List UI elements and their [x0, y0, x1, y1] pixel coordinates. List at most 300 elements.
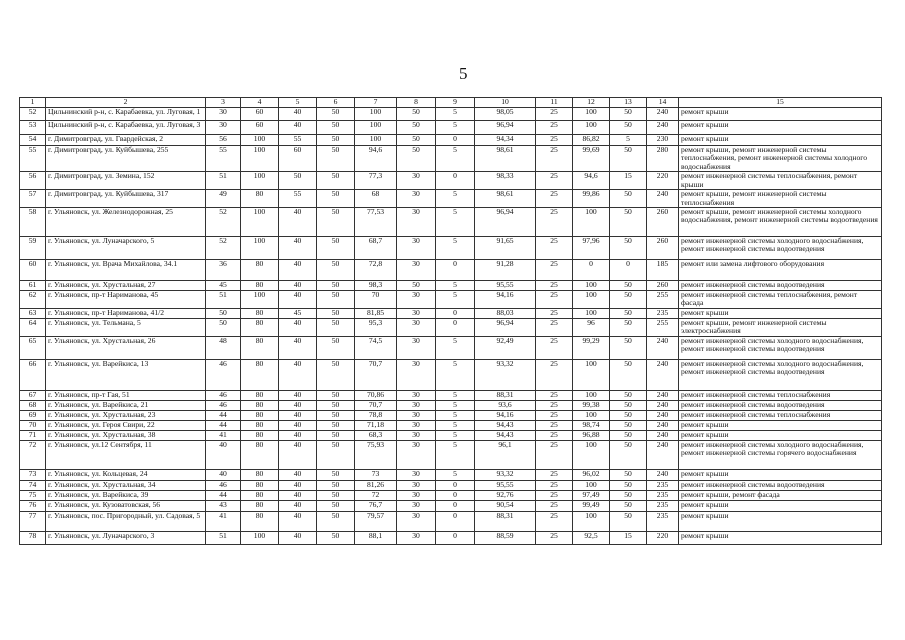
- value-cell: 50: [317, 480, 355, 490]
- work-type-cell: ремонт крыши, ремонт инженерной системы теплоснабжения, ремонт инженерной системы холодного водоснабжения: [679, 146, 882, 172]
- value-cell: 97,49: [573, 490, 610, 500]
- table-row: [20, 390, 882, 400]
- value-cell: 100: [573, 440, 610, 469]
- table-row: [20, 420, 882, 430]
- value-cell: 40: [279, 531, 317, 544]
- value-cell: 74,5: [355, 336, 397, 359]
- value-cell: 25: [536, 336, 573, 359]
- value-cell: 90,54: [475, 500, 536, 511]
- value-cell: 40: [279, 281, 317, 291]
- row-number-cell: 64: [20, 318, 46, 336]
- table-row: [20, 359, 882, 390]
- value-cell: 46: [206, 359, 241, 390]
- value-cell: 240: [647, 108, 679, 121]
- value-cell: 50: [317, 490, 355, 500]
- work-type-cell: ремонт крыши: [679, 469, 882, 480]
- value-cell: 50: [610, 430, 647, 440]
- value-cell: 77,3: [355, 172, 397, 190]
- column-header: 14: [647, 98, 679, 108]
- address-cell: г. Ульяновск, ул. Варейкиса, 39: [46, 490, 206, 500]
- value-cell: 93,32: [475, 469, 536, 480]
- value-cell: 25: [536, 208, 573, 237]
- value-cell: 30: [397, 359, 436, 390]
- value-cell: 230: [647, 135, 679, 146]
- value-cell: 100: [573, 359, 610, 390]
- value-cell: 0: [436, 135, 475, 146]
- row-number-cell: 55: [20, 146, 46, 172]
- value-cell: 50: [610, 237, 647, 260]
- table-row: [20, 480, 882, 490]
- value-cell: 80: [241, 390, 279, 400]
- value-cell: 25: [536, 500, 573, 511]
- table-row: [20, 531, 882, 544]
- value-cell: 50: [610, 440, 647, 469]
- value-cell: 80: [241, 420, 279, 430]
- row-number-cell: 77: [20, 511, 46, 531]
- value-cell: 96,02: [573, 469, 610, 480]
- value-cell: 70,7: [355, 400, 397, 410]
- value-cell: 100: [241, 172, 279, 190]
- value-cell: 25: [536, 237, 573, 260]
- value-cell: 75,93: [355, 440, 397, 469]
- value-cell: 41: [206, 430, 241, 440]
- value-cell: 99,29: [573, 336, 610, 359]
- address-cell: г. Ульяновск, пос. Пригородный, ул. Садовая, 5: [46, 511, 206, 531]
- value-cell: 50: [610, 318, 647, 336]
- value-cell: 185: [647, 260, 679, 281]
- value-cell: 220: [647, 172, 679, 190]
- value-cell: 92,49: [475, 336, 536, 359]
- value-cell: 91,28: [475, 260, 536, 281]
- value-cell: 49: [206, 190, 241, 208]
- value-cell: 0: [436, 500, 475, 511]
- value-cell: 30: [397, 172, 436, 190]
- value-cell: 68,7: [355, 237, 397, 260]
- address-cell: г. Ульяновск, ул. Кузоватовская, 56: [46, 500, 206, 511]
- value-cell: 5: [436, 208, 475, 237]
- value-cell: 80: [241, 440, 279, 469]
- work-type-cell: ремонт инженерной системы холодного водоснабжения, ремонт инженерной системы водоотведения: [679, 237, 882, 260]
- value-cell: 30: [206, 121, 241, 135]
- value-cell: 50: [317, 121, 355, 135]
- value-cell: 30: [397, 511, 436, 531]
- value-cell: 50: [317, 469, 355, 480]
- value-cell: 0: [436, 318, 475, 336]
- value-cell: 235: [647, 308, 679, 318]
- value-cell: 240: [647, 190, 679, 208]
- value-cell: 0: [610, 260, 647, 281]
- value-cell: 98,33: [475, 172, 536, 190]
- value-cell: 235: [647, 480, 679, 490]
- work-type-cell: ремонт инженерной системы теплоснабжения: [679, 390, 882, 400]
- value-cell: 96,88: [573, 430, 610, 440]
- value-cell: 96,94: [475, 318, 536, 336]
- value-cell: 25: [536, 308, 573, 318]
- row-number-cell: 54: [20, 135, 46, 146]
- value-cell: 30: [397, 480, 436, 490]
- value-cell: 5: [436, 430, 475, 440]
- value-cell: 30: [397, 430, 436, 440]
- value-cell: 5: [436, 390, 475, 400]
- row-number-cell: 71: [20, 430, 46, 440]
- value-cell: 41: [206, 511, 241, 531]
- value-cell: 80: [241, 490, 279, 500]
- value-cell: 68,3: [355, 430, 397, 440]
- value-cell: 51: [206, 531, 241, 544]
- value-cell: 25: [536, 410, 573, 420]
- address-cell: г. Димитровград, ул. Гвардейская, 2: [46, 135, 206, 146]
- value-cell: 100: [573, 511, 610, 531]
- value-cell: 25: [536, 260, 573, 281]
- column-header: 9: [436, 98, 475, 108]
- row-number-cell: 72: [20, 440, 46, 469]
- value-cell: 98,61: [475, 190, 536, 208]
- value-cell: 30: [397, 260, 436, 281]
- value-cell: 30: [397, 410, 436, 420]
- value-cell: 30: [206, 108, 241, 121]
- value-cell: 15: [610, 172, 647, 190]
- value-cell: 94,16: [475, 410, 536, 420]
- work-type-cell: ремонт крыши: [679, 511, 882, 531]
- value-cell: 72,8: [355, 260, 397, 281]
- value-cell: 88,31: [475, 390, 536, 400]
- value-cell: 100: [241, 146, 279, 172]
- value-cell: 80: [241, 400, 279, 410]
- table-row: [20, 440, 882, 469]
- value-cell: 25: [536, 359, 573, 390]
- column-header: 2: [46, 98, 206, 108]
- value-cell: 73: [355, 469, 397, 480]
- value-cell: 91,65: [475, 237, 536, 260]
- value-cell: 30: [397, 440, 436, 469]
- value-cell: 25: [536, 281, 573, 291]
- value-cell: 0: [573, 260, 610, 281]
- value-cell: 30: [397, 190, 436, 208]
- address-cell: г. Ульяновск, ул. Хрустальная, 27: [46, 281, 206, 291]
- value-cell: 5: [436, 108, 475, 121]
- value-cell: 88,1: [355, 531, 397, 544]
- value-cell: 25: [536, 390, 573, 400]
- value-cell: 44: [206, 490, 241, 500]
- column-header: 3: [206, 98, 241, 108]
- row-number-cell: 78: [20, 531, 46, 544]
- value-cell: 98,05: [475, 108, 536, 121]
- value-cell: 25: [536, 135, 573, 146]
- address-cell: г. Димитровград, ул. Куйбышева, 255: [46, 146, 206, 172]
- work-type-cell: ремонт инженерной системы водоотведения: [679, 400, 882, 410]
- column-header: 10: [475, 98, 536, 108]
- value-cell: 240: [647, 410, 679, 420]
- value-cell: 40: [279, 318, 317, 336]
- value-cell: 50: [610, 281, 647, 291]
- value-cell: 50: [317, 511, 355, 531]
- value-cell: 100: [355, 108, 397, 121]
- value-cell: 30: [397, 308, 436, 318]
- value-cell: 30: [397, 500, 436, 511]
- value-cell: 50: [397, 135, 436, 146]
- value-cell: 88,03: [475, 308, 536, 318]
- page-number: 5: [459, 64, 468, 83]
- value-cell: 99,38: [573, 400, 610, 410]
- value-cell: 80: [241, 359, 279, 390]
- value-cell: 50: [610, 390, 647, 400]
- row-number-cell: 57: [20, 190, 46, 208]
- work-type-cell: ремонт крыши: [679, 108, 882, 121]
- value-cell: 50: [610, 420, 647, 430]
- value-cell: 55: [279, 135, 317, 146]
- work-type-cell: ремонт крыши, ремонт инженерной системы теплоснабжения: [679, 190, 882, 208]
- value-cell: 96,94: [475, 121, 536, 135]
- value-cell: 50: [610, 146, 647, 172]
- value-cell: 5: [436, 410, 475, 420]
- value-cell: 100: [573, 291, 610, 309]
- value-cell: 240: [647, 430, 679, 440]
- address-cell: г. Ульяновск, ул. Варейкиса, 13: [46, 359, 206, 390]
- value-cell: 30: [397, 291, 436, 309]
- value-cell: 40: [279, 208, 317, 237]
- value-cell: 30: [397, 237, 436, 260]
- value-cell: 45: [206, 281, 241, 291]
- value-cell: 30: [397, 469, 436, 480]
- value-cell: 100: [241, 208, 279, 237]
- address-cell: г. Ульяновск, ул. Луначарского, 5: [46, 237, 206, 260]
- column-header: 15: [679, 98, 882, 108]
- value-cell: 50: [317, 500, 355, 511]
- value-cell: 99,86: [573, 190, 610, 208]
- value-cell: 51: [206, 172, 241, 190]
- value-cell: 100: [573, 281, 610, 291]
- value-cell: 255: [647, 291, 679, 309]
- value-cell: 60: [241, 108, 279, 121]
- value-cell: 50: [397, 121, 436, 135]
- value-cell: 80: [241, 469, 279, 480]
- value-cell: 50: [317, 440, 355, 469]
- address-cell: г. Ульяновск, ул. Хрустальная, 34: [46, 480, 206, 490]
- value-cell: 40: [279, 260, 317, 281]
- value-cell: 100: [573, 208, 610, 237]
- value-cell: 25: [536, 430, 573, 440]
- value-cell: 240: [647, 420, 679, 430]
- value-cell: 71,18: [355, 420, 397, 430]
- value-cell: 50: [610, 400, 647, 410]
- value-cell: 40: [279, 430, 317, 440]
- value-cell: 40: [279, 469, 317, 480]
- work-type-cell: ремонт крыши, ремонт фасада: [679, 490, 882, 500]
- column-header: 13: [610, 98, 647, 108]
- value-cell: 78,8: [355, 410, 397, 420]
- value-cell: 99,69: [573, 146, 610, 172]
- table-header-row: [20, 98, 882, 108]
- value-cell: 50: [317, 410, 355, 420]
- address-cell: г. Ульяновск, пр-т Нариманова, 41/2: [46, 308, 206, 318]
- value-cell: 240: [647, 400, 679, 410]
- row-number-cell: 69: [20, 410, 46, 420]
- value-cell: 40: [279, 410, 317, 420]
- table-row: [20, 430, 882, 440]
- value-cell: 60: [241, 121, 279, 135]
- value-cell: 240: [647, 359, 679, 390]
- value-cell: 80: [241, 260, 279, 281]
- value-cell: 235: [647, 490, 679, 500]
- value-cell: 80: [241, 500, 279, 511]
- value-cell: 50: [317, 359, 355, 390]
- address-cell: г. Ульяновск, ул. Варейкиса, 21: [46, 400, 206, 410]
- address-cell: Цильнинский р-н, с. Карабаевка, ул. Луговая, 1: [46, 108, 206, 121]
- address-cell: г. Ульяновск, ул. Кольцевая, 24: [46, 469, 206, 480]
- value-cell: 99,49: [573, 500, 610, 511]
- value-cell: 50: [279, 172, 317, 190]
- value-cell: 100: [573, 308, 610, 318]
- row-number-cell: 60: [20, 260, 46, 281]
- value-cell: 97,96: [573, 237, 610, 260]
- value-cell: 96,1: [475, 440, 536, 469]
- table-row: [20, 410, 882, 420]
- value-cell: 25: [536, 480, 573, 490]
- value-cell: 30: [397, 336, 436, 359]
- value-cell: 46: [206, 390, 241, 400]
- value-cell: 40: [279, 490, 317, 500]
- column-header: 4: [241, 98, 279, 108]
- value-cell: 0: [436, 490, 475, 500]
- value-cell: 0: [436, 511, 475, 531]
- value-cell: 50: [610, 469, 647, 480]
- value-cell: 45: [279, 308, 317, 318]
- value-cell: 50: [317, 146, 355, 172]
- work-type-cell: ремонт крыши, ремонт инженерной системы холодного водоснабжения, ремонт инженерной системы водоотведения: [679, 208, 882, 237]
- value-cell: 5: [436, 400, 475, 410]
- value-cell: 5: [436, 336, 475, 359]
- row-number-cell: 67: [20, 390, 46, 400]
- work-type-cell: ремонт инженерной системы холодного водоснабжения, ремонт инженерной системы водоотведения: [679, 359, 882, 390]
- table-row: [20, 208, 882, 237]
- value-cell: 88,31: [475, 511, 536, 531]
- value-cell: 98,74: [573, 420, 610, 430]
- value-cell: 92,5: [573, 531, 610, 544]
- row-number-cell: 70: [20, 420, 46, 430]
- value-cell: 44: [206, 410, 241, 420]
- row-number-cell: 74: [20, 480, 46, 490]
- table-row: [20, 237, 882, 260]
- work-type-cell: ремонт крыши: [679, 531, 882, 544]
- value-cell: 94,6: [355, 146, 397, 172]
- address-cell: г. Ульяновск, ул. Железнодорожная, 25: [46, 208, 206, 237]
- work-type-cell: ремонт инженерной системы теплоснабжения, ремонт крыши: [679, 172, 882, 190]
- value-cell: 88,59: [475, 531, 536, 544]
- value-cell: 55: [279, 190, 317, 208]
- row-number-cell: 73: [20, 469, 46, 480]
- value-cell: 40: [279, 420, 317, 430]
- value-cell: 95,3: [355, 318, 397, 336]
- value-cell: 40: [279, 237, 317, 260]
- work-type-cell: ремонт инженерной системы водоотведения: [679, 281, 882, 291]
- value-cell: 50: [206, 318, 241, 336]
- value-cell: 30: [397, 420, 436, 430]
- column-header: 6: [317, 98, 355, 108]
- value-cell: 50: [206, 308, 241, 318]
- value-cell: 68: [355, 190, 397, 208]
- value-cell: 25: [536, 420, 573, 430]
- value-cell: 43: [206, 500, 241, 511]
- value-cell: 0: [436, 480, 475, 490]
- value-cell: 70: [355, 291, 397, 309]
- value-cell: 51: [206, 291, 241, 309]
- value-cell: 50: [317, 420, 355, 430]
- value-cell: 240: [647, 390, 679, 400]
- value-cell: 40: [279, 121, 317, 135]
- value-cell: 25: [536, 400, 573, 410]
- value-cell: 36: [206, 260, 241, 281]
- value-cell: 50: [397, 108, 436, 121]
- value-cell: 240: [647, 440, 679, 469]
- value-cell: 79,57: [355, 511, 397, 531]
- value-cell: 25: [536, 190, 573, 208]
- address-cell: г. Ульяновск, ул. Луначарского, 3: [46, 531, 206, 544]
- value-cell: 40: [206, 469, 241, 480]
- value-cell: 80: [241, 480, 279, 490]
- value-cell: 40: [279, 336, 317, 359]
- row-number-cell: 75: [20, 490, 46, 500]
- table-row: [20, 511, 882, 531]
- value-cell: 0: [436, 308, 475, 318]
- value-cell: 95,55: [475, 281, 536, 291]
- value-cell: 100: [573, 410, 610, 420]
- value-cell: 5: [436, 420, 475, 430]
- column-header: 11: [536, 98, 573, 108]
- value-cell: 40: [279, 400, 317, 410]
- value-cell: 50: [317, 281, 355, 291]
- work-type-cell: ремонт крыши: [679, 420, 882, 430]
- value-cell: 0: [436, 172, 475, 190]
- value-cell: 240: [647, 121, 679, 135]
- value-cell: 260: [647, 281, 679, 291]
- value-cell: 25: [536, 440, 573, 469]
- value-cell: 96,94: [475, 208, 536, 237]
- value-cell: 50: [317, 531, 355, 544]
- value-cell: 25: [536, 490, 573, 500]
- value-cell: 50: [317, 208, 355, 237]
- value-cell: 50: [317, 135, 355, 146]
- value-cell: 80: [241, 281, 279, 291]
- value-cell: 50: [610, 121, 647, 135]
- value-cell: 100: [573, 121, 610, 135]
- value-cell: 25: [536, 291, 573, 309]
- value-cell: 255: [647, 318, 679, 336]
- value-cell: 50: [317, 108, 355, 121]
- address-cell: г. Ульяновск, ул. Хрустальная, 23: [46, 410, 206, 420]
- column-header: 8: [397, 98, 436, 108]
- value-cell: 235: [647, 511, 679, 531]
- value-cell: 81,85: [355, 308, 397, 318]
- value-cell: 260: [647, 208, 679, 237]
- row-number-cell: 58: [20, 208, 46, 237]
- value-cell: 100: [573, 480, 610, 490]
- value-cell: 80: [241, 318, 279, 336]
- table-row: [20, 108, 882, 121]
- address-cell: г. Димитровград, ул. Куйбышева, 317: [46, 190, 206, 208]
- table-row: [20, 336, 882, 359]
- value-cell: 5: [436, 359, 475, 390]
- value-cell: 40: [279, 390, 317, 400]
- table-row: [20, 318, 882, 336]
- value-cell: 100: [573, 390, 610, 400]
- work-type-cell: ремонт инженерной системы теплоснабжения: [679, 410, 882, 420]
- value-cell: 52: [206, 208, 241, 237]
- table-row: [20, 121, 882, 135]
- value-cell: 25: [536, 511, 573, 531]
- value-cell: 280: [647, 146, 679, 172]
- value-cell: 50: [317, 172, 355, 190]
- address-cell: г. Ульяновск, ул. Врача Михайлова, 34.1: [46, 260, 206, 281]
